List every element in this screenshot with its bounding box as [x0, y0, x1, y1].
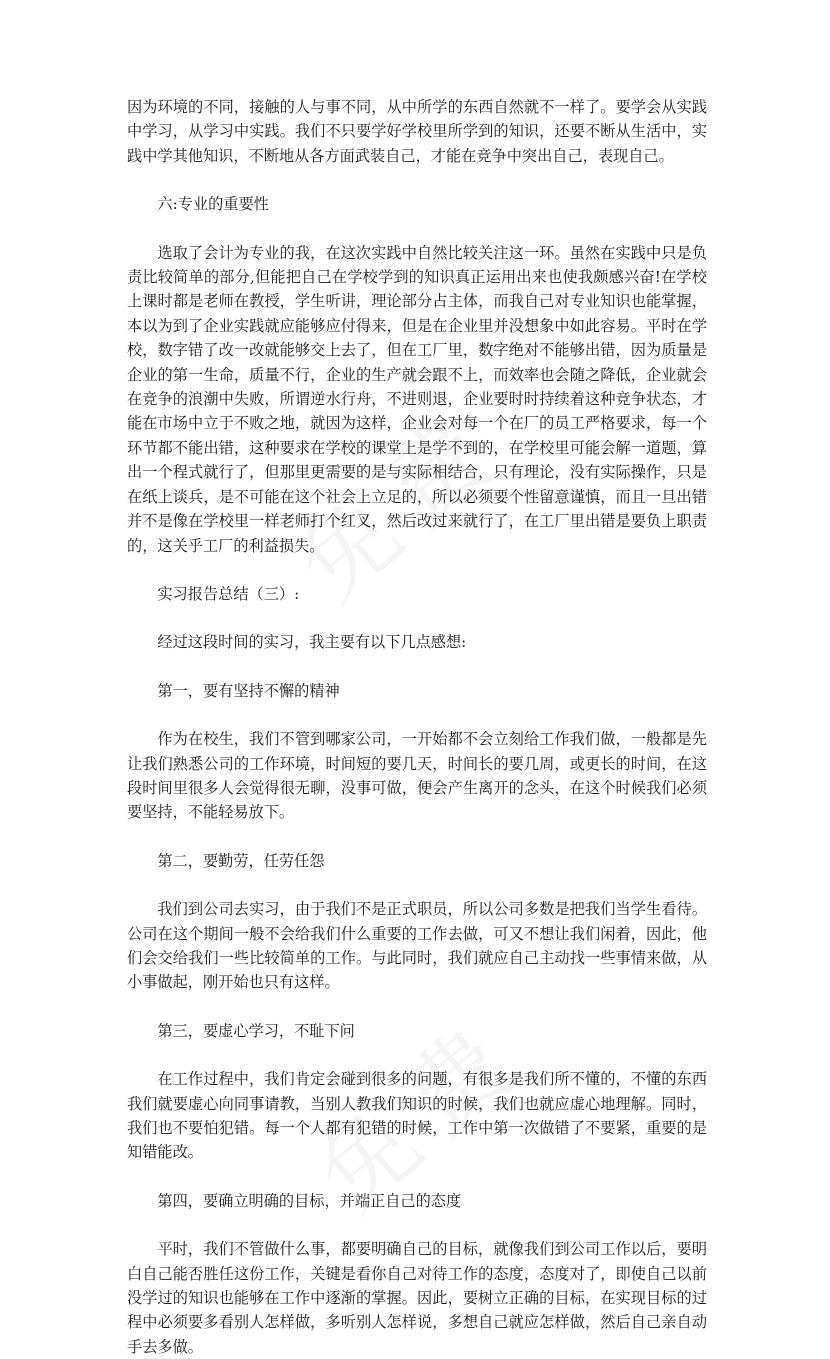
- point-heading-persistence: 第一，要有坚持不懈的精神: [157, 681, 340, 700]
- intro-line-reflections: 经过这段时间的实习，我主要有以下几点感想:: [157, 633, 467, 652]
- paragraph-humble-learning: 在工作过程中，我们肯定会碰到很多的问题，有很多是我们所不懂的，不懂的东西我们就要虚心向同事请教，当别人教我们知识的时候，我们也就应虚心地理解。同时，我们也不要怕犯错。每一个人都有犯错的时候，工作中第一次做错了不要紧，重要的是知错能改。: [127, 1070, 707, 1162]
- paragraph-persistence: 作为在校生，我们不管到哪家公司，一开始都不会立刻给工作我们做，一般都是先让我们熟悉公司的工作环境，时间短的要几天，时间长的要几周，或更长的时间，在这段时间里很多人会觉得很无聊，没事可做，便会产生离开的念头，在这个时候我们必须要坚持，不能轻易放下。: [127, 730, 707, 822]
- paragraph-diligence: 我们到公司去实习，由于我们不是正式职员，所以公司多数是把我们当学生看待。公司在这个期间一般不会给我们什么重要的工作去做，可又不想让我们闲着，因此，他们会交给我们一些比较简单的工作。与此同时，我们就应自己主动找一些事情来做，从小事做起，刚开始也只有这样。: [127, 900, 707, 992]
- section-heading-summary-three: 实习报告总结（三）:: [157, 584, 300, 603]
- paragraph-continuation: 因为环境的不同，接触的人与事不同，从中所学的东西自然就不一样了。要学会从实践中学习，从学习中实践。我们不只要学好学校里所学到的知识，还要不断从生活中，实践中学其他知识，不断地从各方面武装自己，才能在竞争中突出自己，表现自己。: [127, 98, 707, 165]
- document-body: [127, 95, 707, 1359]
- point-heading-clear-goals: 第四，要确立明确的目标，并端正自己的态度: [157, 1191, 462, 1210]
- section-heading-professional-importance: 六:专业的重要性: [157, 195, 269, 214]
- paragraph-clear-goals: 平时，我们不管做什么事，都要明确自己的目标，就像我们到公司工作以后，要明白自己能否胜任这份工作，关键是看你自己对待工作的态度，态度对了，即使自己以前没学过的知识也能够在工作中逐渐的掌握。因此，要树立正确的目标，在实现目标的过程中必须要多看别人怎样做，多听别人怎样说，多想自己就应怎样做，然后自己亲自动手去多做。: [127, 1240, 707, 1356]
- paragraph-accounting-practice: 选取了会计为专业的我，在这次实践中自然比较关注这一环。虽然在实践中只是负责比较简单的部分,但能把自己在学校学到的知识真正运用出来也使我颇感兴奋!在学校上课时都是老师在教授，学生听讲，理论部分占主体，而我自己对专业知识也能掌握，本以为到了企业实践就应能够应付得来，但是在企业里并没想象中如此容易。平时在学校，数字错了改一改就能够交上去了，但在工厂里，数字绝对不能够出错，因为质量是企业的第一生命，质量不行，企业的生产就会跟不上，而效率也会随之降低，企业就会在竞争的浪潮中失败，所谓逆水行舟，不进则退，企业要时时持续着这种竞争状态，才能在市场中立于不败之地，就因为这样，企业会对每一个在厂的员工严格要求，每一个环节都不能出错，这种要求在学校的课堂上是学不到的，在学校里可能会解一道题，算出一个程式就行了，但那里更需要的是与实际相结合，只有理论，没有实际操作，只是在纸上谈兵，是不可能在这个社会上立足的，所以必须要个性留意谨慎，而且一旦出错并不是像在学校里一样老师打个红叉，然后改过来就行了，在工厂里出错是要负上职责的，这关乎工厂的利益损失。: [127, 243, 707, 555]
- point-heading-diligence: 第二，要勤劳，任劳任怨: [157, 851, 325, 870]
- point-heading-humble-learning: 第三，要虚心学习，不耻下问: [157, 1021, 355, 1040]
